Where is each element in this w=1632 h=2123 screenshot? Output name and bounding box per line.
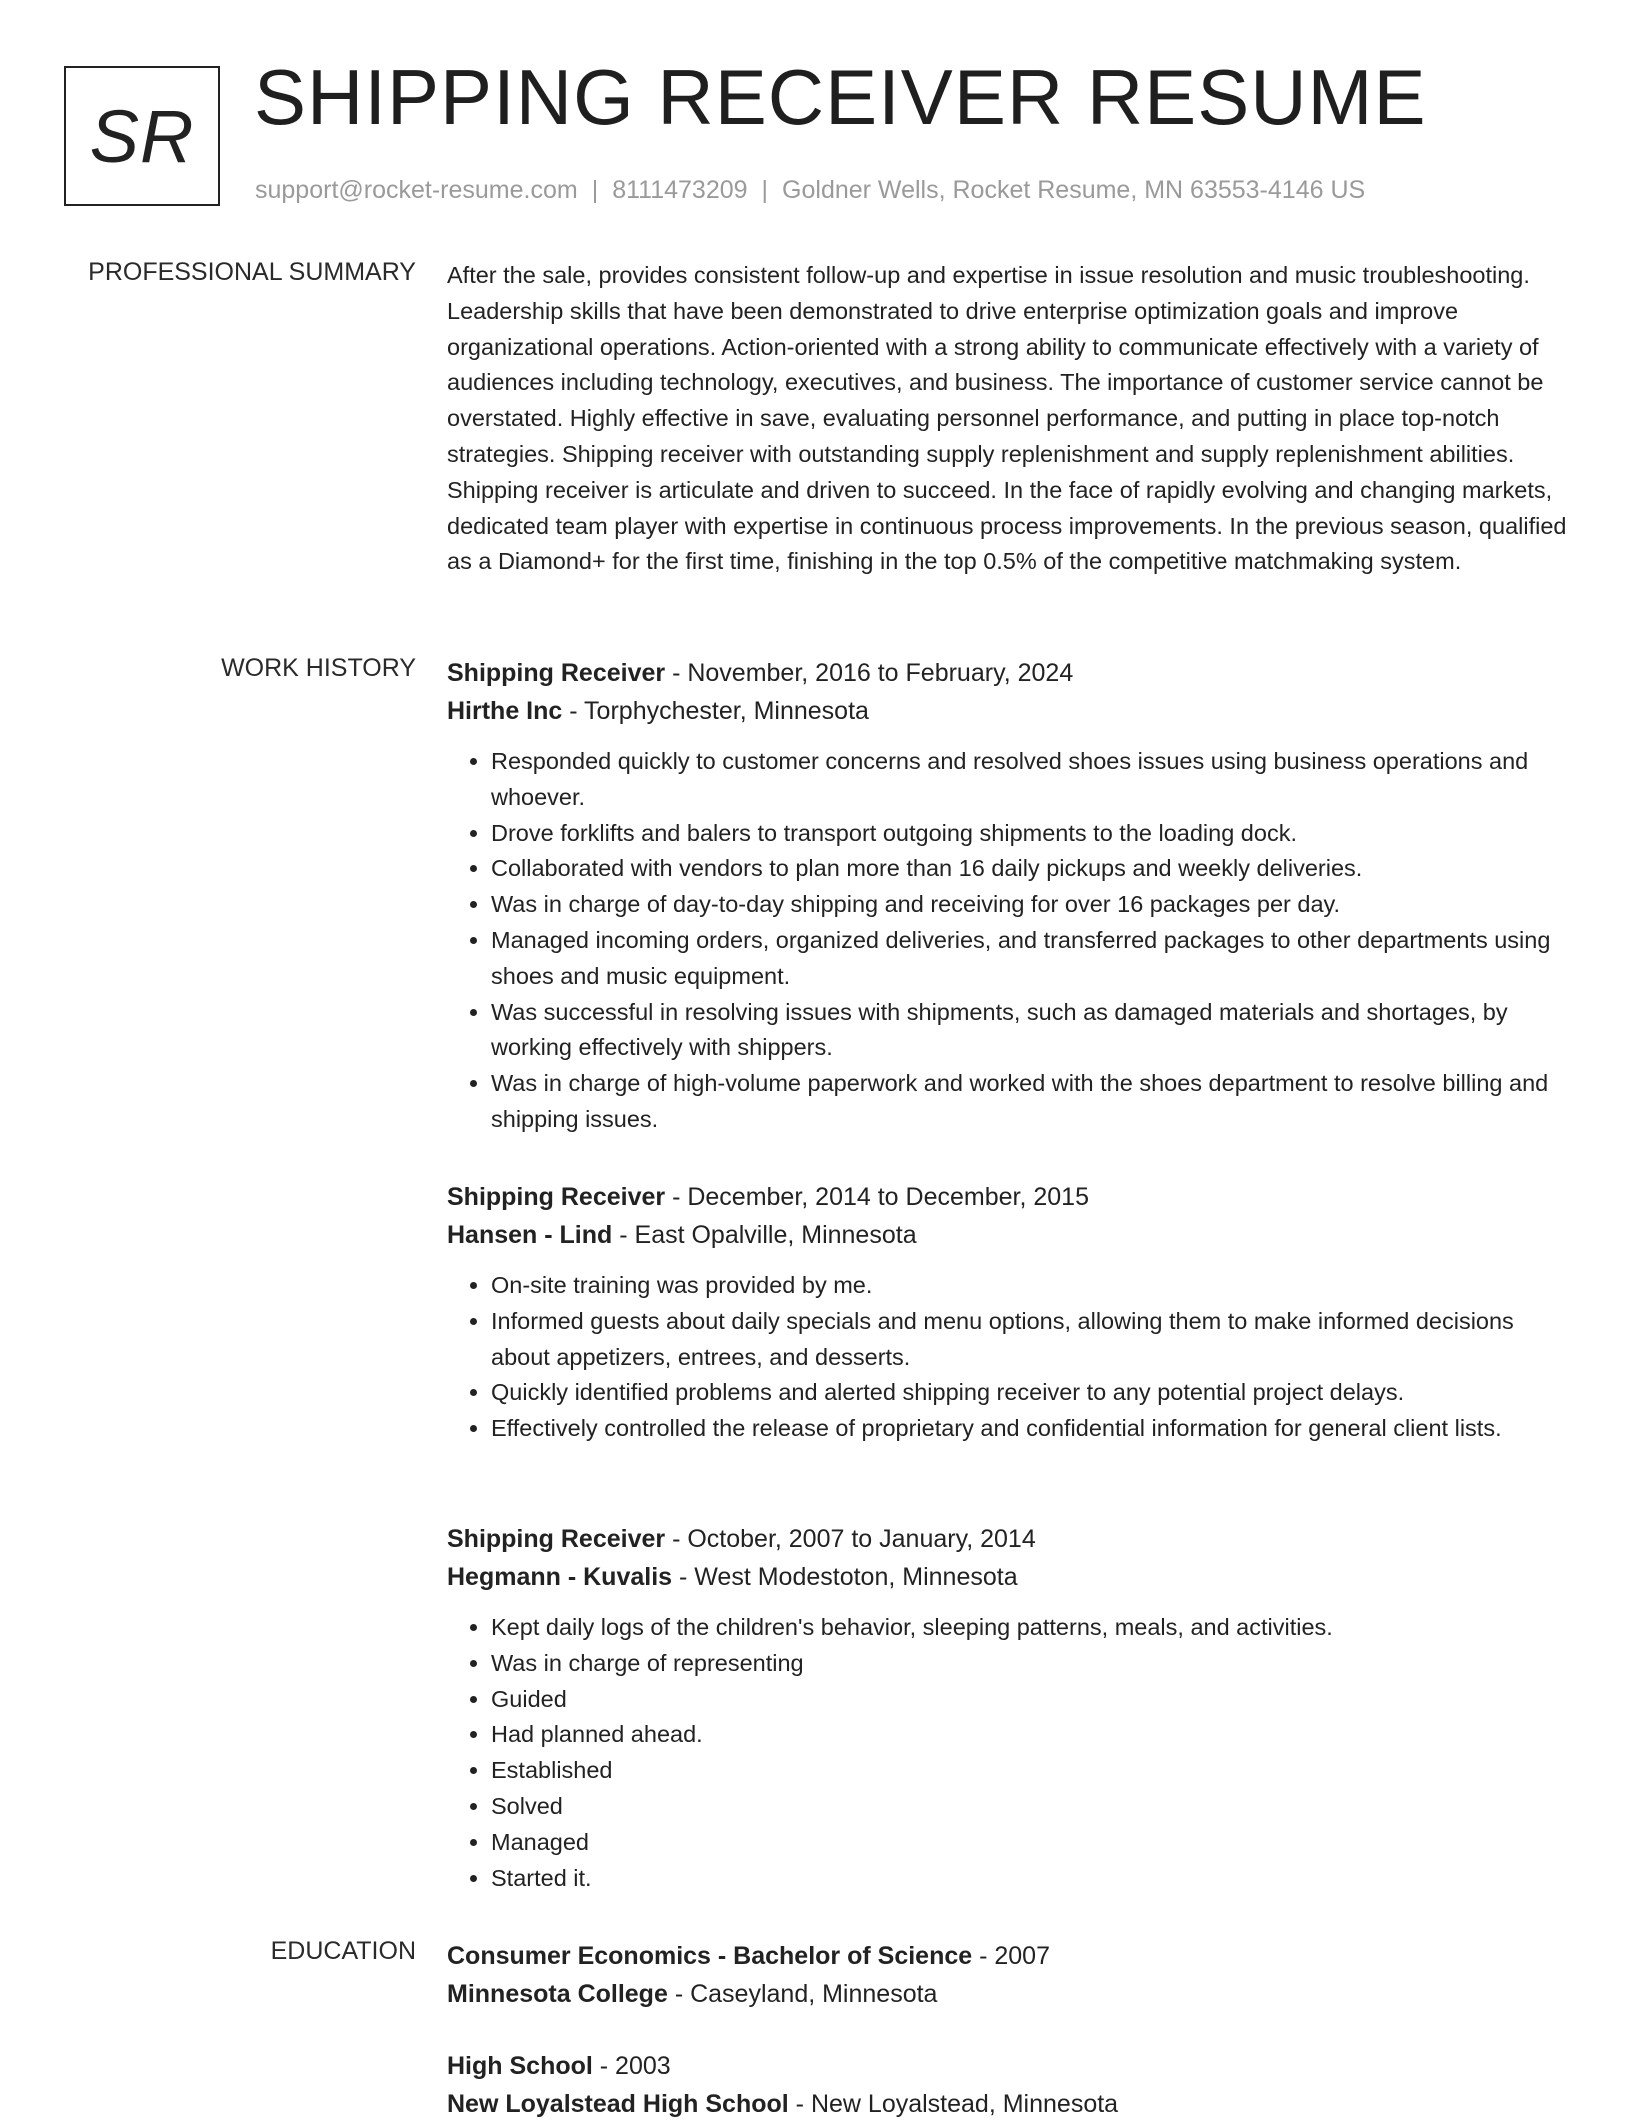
list-item: • Informed guests about daily specials and menu options, allowing them to make informed decisions about appetizers, entrees, and desserts.: [491, 1304, 1567, 1376]
list-item: • Was successful in resolving issues with shipments, such as damaged materials and shortages, by working effectively with shippers.: [491, 995, 1567, 1067]
contact-separator: |: [761, 176, 769, 204]
job-bullets: [447, 1610, 1567, 1896]
job-title-line: [447, 1178, 1567, 1216]
job-location: - East Opalville, Minnesota: [612, 1221, 917, 1249]
contact-phone[interactable]: 8111473209: [612, 176, 748, 204]
list-item: • Was in charge of high-volume paperwork and worked with the shoes department to resolve billing and shipping issues.: [491, 1066, 1567, 1138]
list-item: • On-site training was provided by me.: [491, 1268, 1567, 1304]
degree-year: - 2007: [972, 1942, 1050, 1970]
school-line: [447, 1975, 1567, 2013]
school-location: - Caseyland, Minnesota: [667, 1980, 938, 2008]
list-item: • Was in charge of representing: [491, 1646, 1567, 1682]
list-item: • Solved: [491, 1789, 1567, 1825]
list-item: • Collaborated with vendors to plan more than 16 daily pickups and weekly deliveries.: [491, 851, 1567, 887]
job-entry: [447, 1520, 1567, 1896]
list-item: • Quickly identified problems and alerted shipping receiver to any potential project delays.: [491, 1375, 1567, 1411]
contact-address: Goldner Wells, Rocket Resume, MN 63553-4146 US: [782, 176, 1366, 204]
education-label: EDUCATION: [270, 1937, 416, 1965]
degree: Consumer Economics - Bachelor of Science: [447, 1942, 973, 1970]
job-title: Shipping Receiver: [447, 1183, 666, 1211]
job-bullets: [447, 744, 1567, 1138]
job-location: - Torphychester, Minnesota: [562, 697, 869, 725]
monogram-logo: SR: [64, 66, 220, 206]
list-item: • Was in charge of day-to-day shipping and receiving for over 16 packages per day.: [491, 887, 1567, 923]
list-item: • Started it.: [491, 1861, 1567, 1897]
job-company-line: [447, 692, 1567, 730]
job-entry: [447, 654, 1567, 1138]
list-item: • Established: [491, 1753, 1567, 1789]
job-company-line: [447, 1558, 1567, 1596]
job-title: Shipping Receiver: [447, 659, 666, 687]
school: New Loyalstead High School: [447, 2090, 789, 2118]
degree-year: - 2003: [592, 2052, 671, 2080]
list-item: • Responded quickly to customer concerns and resolved shoes issues using business operations and whoever.: [491, 744, 1567, 816]
summary-label: PROFESSIONAL SUMMARY: [88, 258, 416, 286]
list-item: • Managed: [491, 1825, 1567, 1861]
job-dates: - October, 2007 to January, 2014: [665, 1525, 1036, 1553]
job-dates: - December, 2014 to December, 2015: [665, 1183, 1089, 1211]
degree-line: [447, 1937, 1567, 1975]
job-company: Hansen - Lind: [447, 1221, 613, 1249]
job-company-line: [447, 1216, 1567, 1254]
job-entry: [447, 1178, 1567, 1447]
degree: High School: [447, 2052, 593, 2080]
list-item: • Had planned ahead.: [491, 1717, 1567, 1753]
job-company: Hirthe Inc: [447, 697, 563, 725]
summary-text: After the sale, provides consistent follow-up and expertise in issue resolution and music troubleshooting. Leadership skills that have been demonstrated to drive enterprise optimization goals and improve organizational operations. Action-oriented with a strong ability to communicate effectively with a variety of audiences including technology, executives, and business. The importance of customer service cannot be overstated. Highly effective in save, evaluating personnel performance, and putting in place top-notch strategies. Shipping receiver with outstanding supply replenishment and supply replenishment abilities. Shipping receiver is articulate and driven to succeed. In the face of rapidly evolving and changing markets, dedicated team player with expertise in continuous process improvements. In the previous season, qualified as a Diamond+ for the first time, finishing in the top 0.5% of the competitive matchmaking system.: [447, 262, 1567, 575]
list-item: • Drove forklifts and balers to transport outgoing shipments to the loading dock.: [491, 816, 1567, 852]
education-entry: [447, 1937, 1567, 2013]
list-item: • Effectively controlled the release of proprietary and confidential information for general client lists.: [491, 1411, 1567, 1447]
degree-line: [447, 2047, 1567, 2085]
list-item: • Guided: [491, 1682, 1567, 1718]
contact-separator: |: [591, 176, 599, 204]
list-item: • Managed incoming orders, organized deliveries, and transferred packages to other departments using shoes and music equipment.: [491, 923, 1567, 995]
list-item: • Kept daily logs of the children's behavior, sleeping patterns, meals, and activities.: [491, 1610, 1567, 1646]
school: Minnesota College: [447, 1980, 668, 2008]
job-company: Hegmann - Kuvalis: [447, 1563, 673, 1591]
job-title: Shipping Receiver: [447, 1525, 666, 1553]
school-line: [447, 2085, 1567, 2123]
work-history-label: WORK HISTORY: [221, 654, 416, 682]
job-title-line: [447, 654, 1567, 692]
job-title-line: [447, 1520, 1567, 1558]
contact-line: [255, 176, 1365, 205]
school-location: - New Loyalstead, Minnesota: [788, 2090, 1119, 2118]
resume-title: SHIPPING RECEIVER RESUME: [254, 53, 1427, 141]
job-dates: - November, 2016 to February, 2024: [665, 659, 1074, 687]
contact-email[interactable]: support@rocket-resume.com: [255, 176, 578, 204]
job-bullets: [447, 1268, 1567, 1447]
job-location: - West Modestoton, Minnesota: [672, 1563, 1018, 1591]
